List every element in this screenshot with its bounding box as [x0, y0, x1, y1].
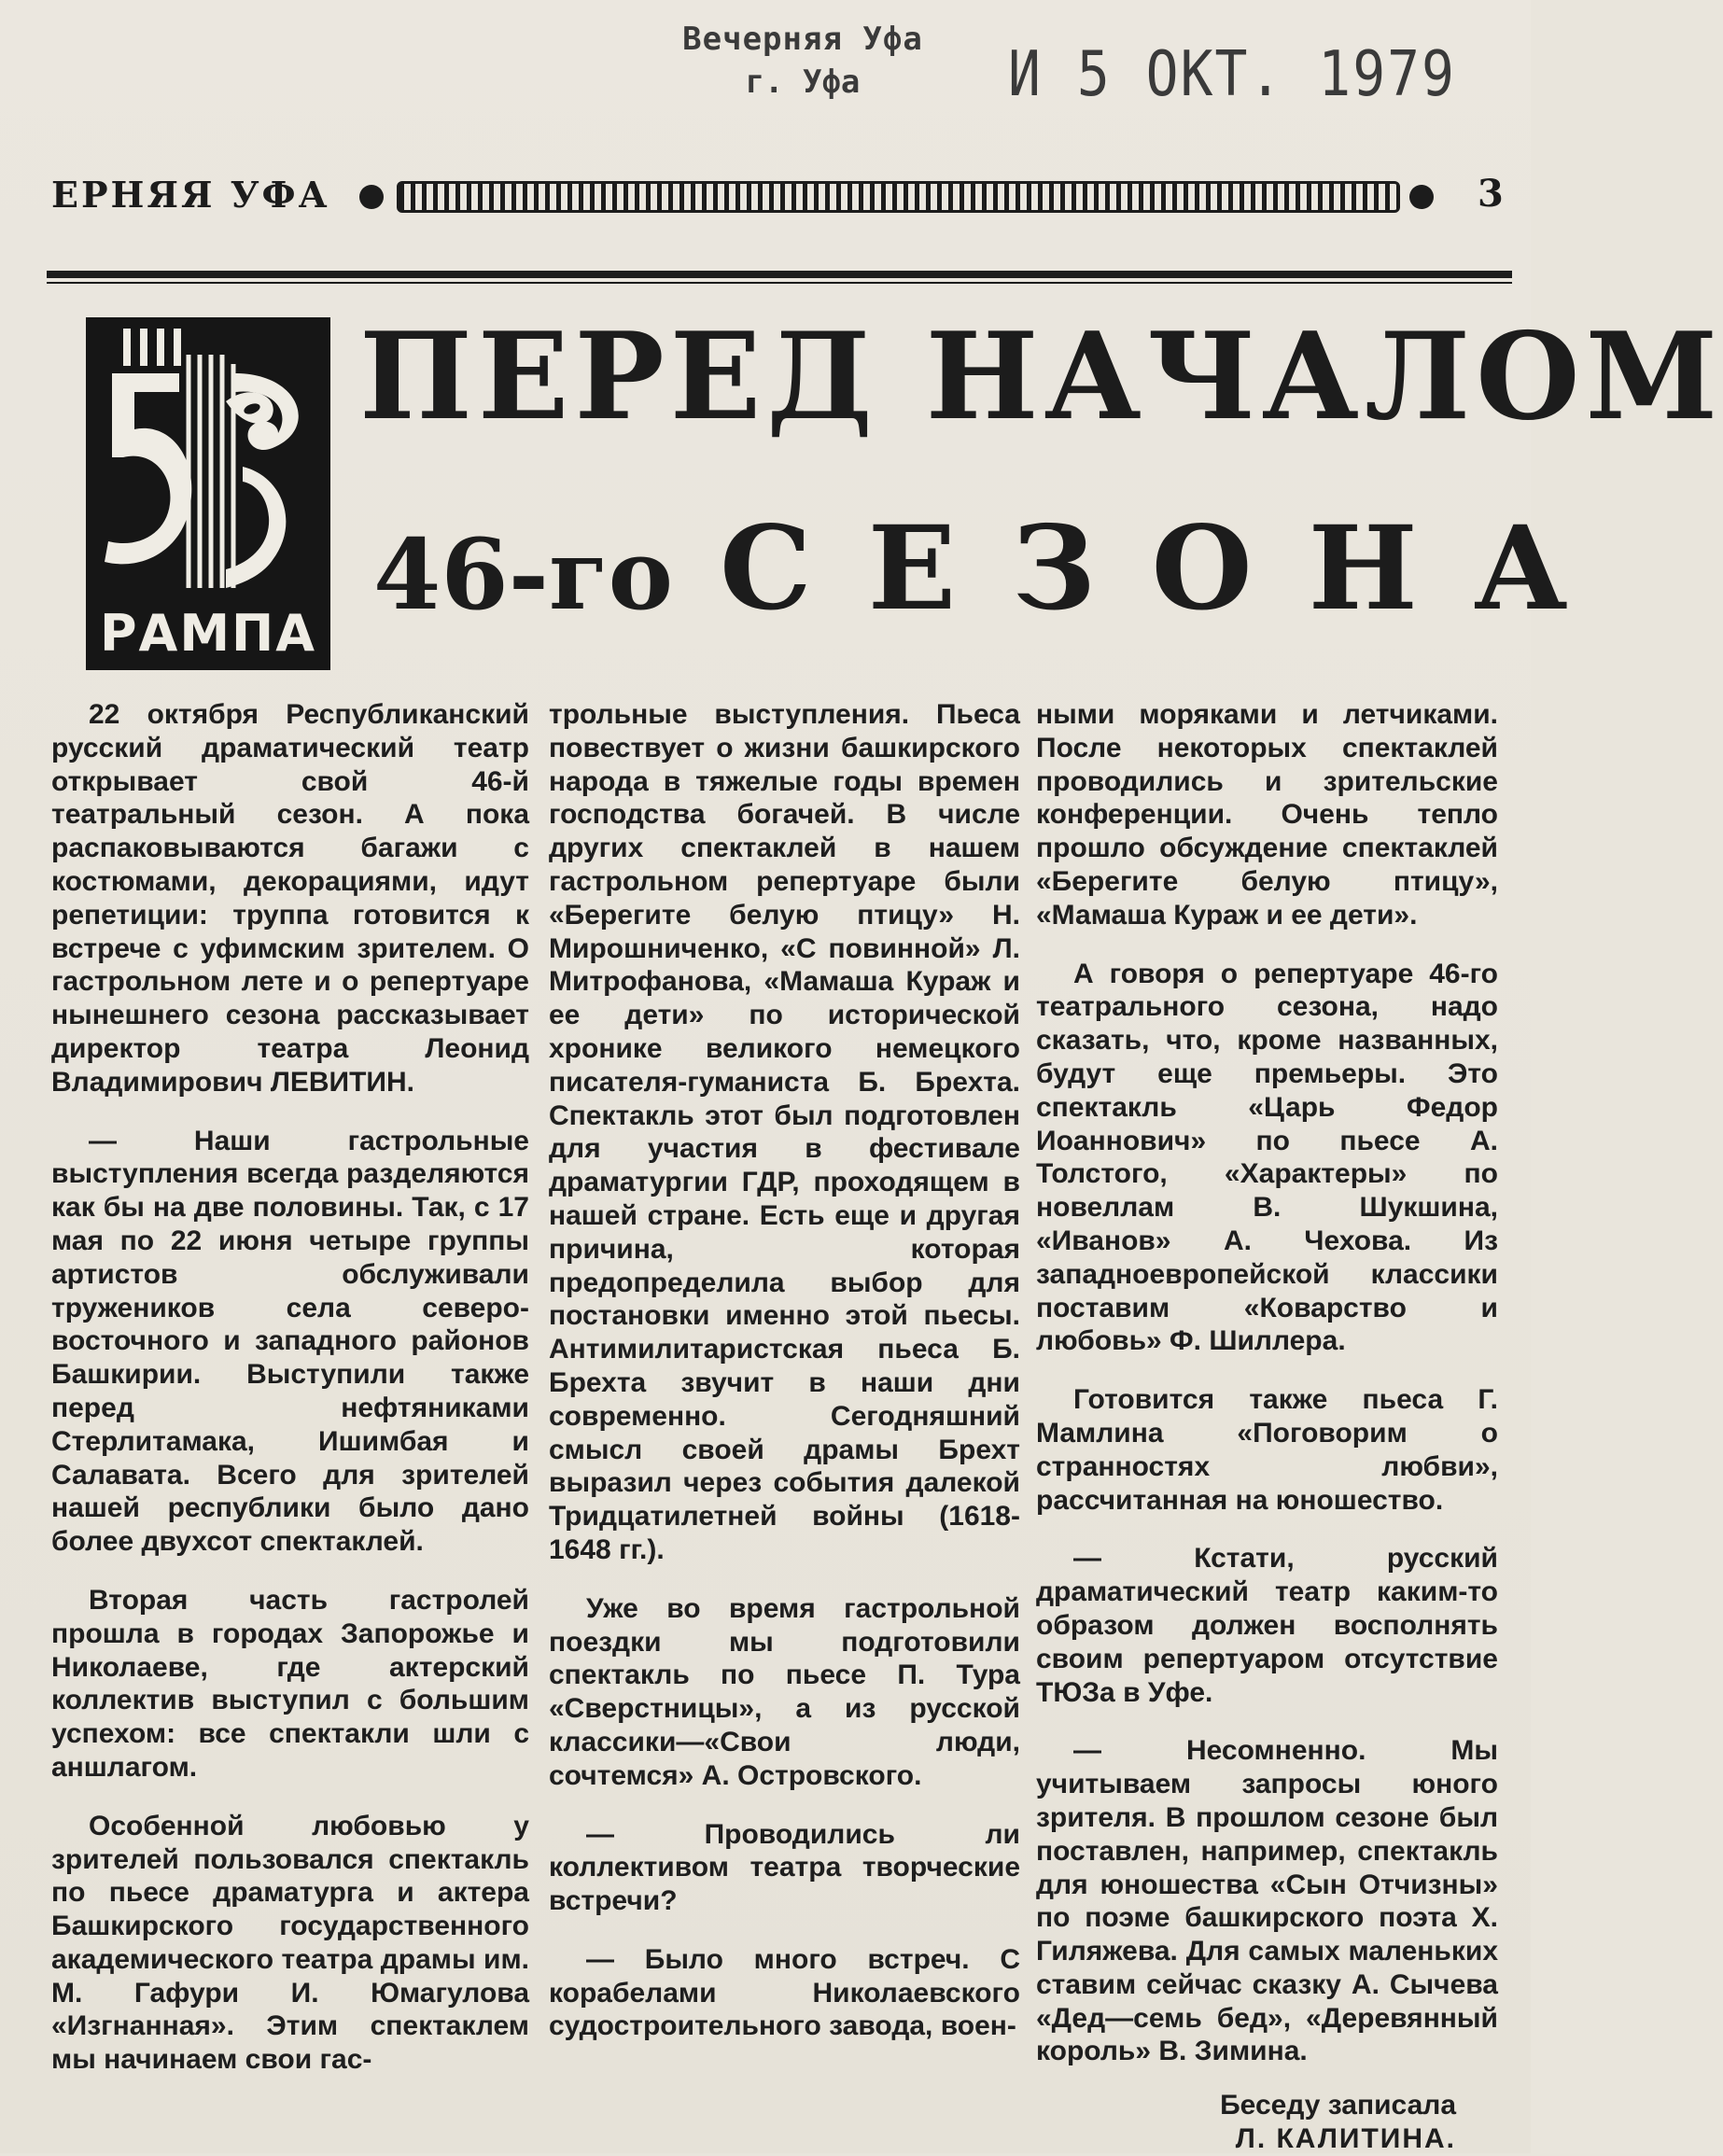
- stamp-date: И 5 ОКТ. 1979: [1008, 37, 1456, 111]
- headline-season-word: СЕЗОНА: [720, 501, 1624, 637]
- paragraph: — Несомненно. Мы учитываем запросы юного зрителя. В прошлом сезоне был поставлен, например, спектакль для юношества «Сын Отчизны» по поэме башкирского поэта Х. Гиляжева. Для самых маленьких ставим сейчас сказку А. Сычева «Дед—семь бед», «Деревянный король» В. Зимина.: [1036, 1735, 1498, 2067]
- headline-season-number: 46-го: [373, 517, 673, 632]
- byline: [1036, 2089, 1498, 2156]
- page-number: 3: [1478, 172, 1504, 216]
- article-column-2: [549, 698, 1020, 2043]
- bullet-icon: [1409, 185, 1434, 209]
- paragraph: А говоря о репертуаре 46-го театрального сезона, надо сказать, что, кроме названных, будут еще премьеры. Это спектакль «Царь Федор Иоаннович» по пьесе А. Толстого, «Характеры» по новеллам В. Шукшина, «Иванов» А. Чехова. Из западноевропейской классики поставим «Коварство и любовь» Ф. Шиллера.: [1036, 958, 1498, 1357]
- logo-label: РАМПА: [99, 604, 317, 663]
- paragraph: — Кстати, русский драматический театр каким-то образом должен восполнять своим репертуаром отсутствие ТЮЗа в Уфе.: [1036, 1543, 1498, 1708]
- divider: [47, 271, 1512, 278]
- lyre-mask-icon: [86, 317, 330, 597]
- paragraph: 22 октября Республиканский русский драматический театр открывает свой 46-й театральный сезон. А пока распаковываются багажи с костюмами, декорациями, идут репетиции: труппа готовится к встрече с уфимским зрителем. О гастрольном лете и о репертуаре нынешнего сезона рассказывает директор театра Леонид Владимирович ЛЕВИТИН.: [51, 699, 529, 1098]
- ornament-band: [397, 181, 1400, 213]
- paragraph: — Проводились ли коллективом театра творческие встречи?: [549, 1818, 1020, 1917]
- masthead: [51, 168, 1507, 224]
- masthead-title: ЕРНЯЯ УФА: [51, 174, 330, 216]
- paragraph: Уже во время гастрольной поездки мы подготовили спектакль по пьесе П. Тура «Сверстницы», а из русской классики—«Свои люди, сочтемся» А. Островского.: [549, 1592, 1020, 1791]
- headline-line-2: [373, 501, 1624, 637]
- paragraph: — Было много встреч. С корабелами Николаевского судостроительного завода, воен-: [549, 1943, 1020, 2042]
- byline-caption: Беседу записала: [1220, 2090, 1456, 2121]
- divider: [47, 282, 1512, 284]
- paragraph: Особенной любовью у зрителей пользовался спектакль по пьесе драматурга и актера Башкирского государственного академического театра драмы им. М. Гафури И. Юмагулова «Изгнанная». Этим спектаклем мы начинаем свои гас-: [51, 1810, 529, 2076]
- paragraph: Готовится также пьеса Г. Мамлина «Поговорим о странностях любви», рассчитанная на юношество.: [1036, 1384, 1498, 1516]
- paragraph: Вторая часть гастролей прошла в городах Запорожье и Николаеве, где актерский коллектив выступил с большим успехом: все спектакли шли с аншлагом.: [51, 1584, 529, 1783]
- rampa-logo: [86, 317, 330, 670]
- bullet-icon: [359, 185, 384, 209]
- stamp-city: г. Уфа: [745, 63, 861, 101]
- paragraph: трольные выступления. Пьеса повествует о жизни башкирского народа в тяжелые годы времен господства богачей. В числе других спектаклей в нашем гастрольном репертуаре были «Берегите белую птицу» Н. Мирошниченко, «С повинной» Л. Митрофанова, «Мамаша Кураж и ее дети» по исторической хронике великого немецкого писателя-гуманиста Б. Брехта. Спектакль этот был подготовлен для участия в фестивале драматургии ГДР, проходящем в нашей стране. Есть еще и другая причина, которая предопределила выбор для постановки именно этой пьесы. Антимилитаристская пьеса Б. Брехта звучит в наши дни современно. Сегодняшний смысл своей драмы Брехт выразил через события далекой Тридцатилетней войны (1618-1648 гг.).: [549, 699, 1020, 1565]
- paragraph: — Наши гастрольные выступления всегда разделяются как бы на две половины. Так, с 17 мая по 22 июня четыре группы артистов обслуживали тружеников села северо-восточного и западного районов Башкирии. Выступили также перед нефтяниками Стерлитамака, Ишимбая и Салавата. Всего для зрителей нашей республики было дано более двухсот спектаклей.: [51, 1125, 529, 1558]
- article-column-1: [51, 698, 529, 2077]
- archive-stamp: [597, 17, 1456, 110]
- byline-author: Л. КАЛИТИНА.: [1235, 2123, 1456, 2155]
- article-column-3: [1036, 698, 1498, 2156]
- stamp-newspaper-name: Вечерняя Уфа: [682, 21, 923, 58]
- headline-line-1: ПЕРЕД НАЧАЛОМ: [359, 307, 1723, 447]
- paragraph: ными моряками и летчиками. После некоторых спектаклей проводились и зрительские конференции. Очень тепло прошло обсуждение спектаклей «Берегите белую птицу», «Мамаша Кураж и ее дети».: [1036, 699, 1498, 931]
